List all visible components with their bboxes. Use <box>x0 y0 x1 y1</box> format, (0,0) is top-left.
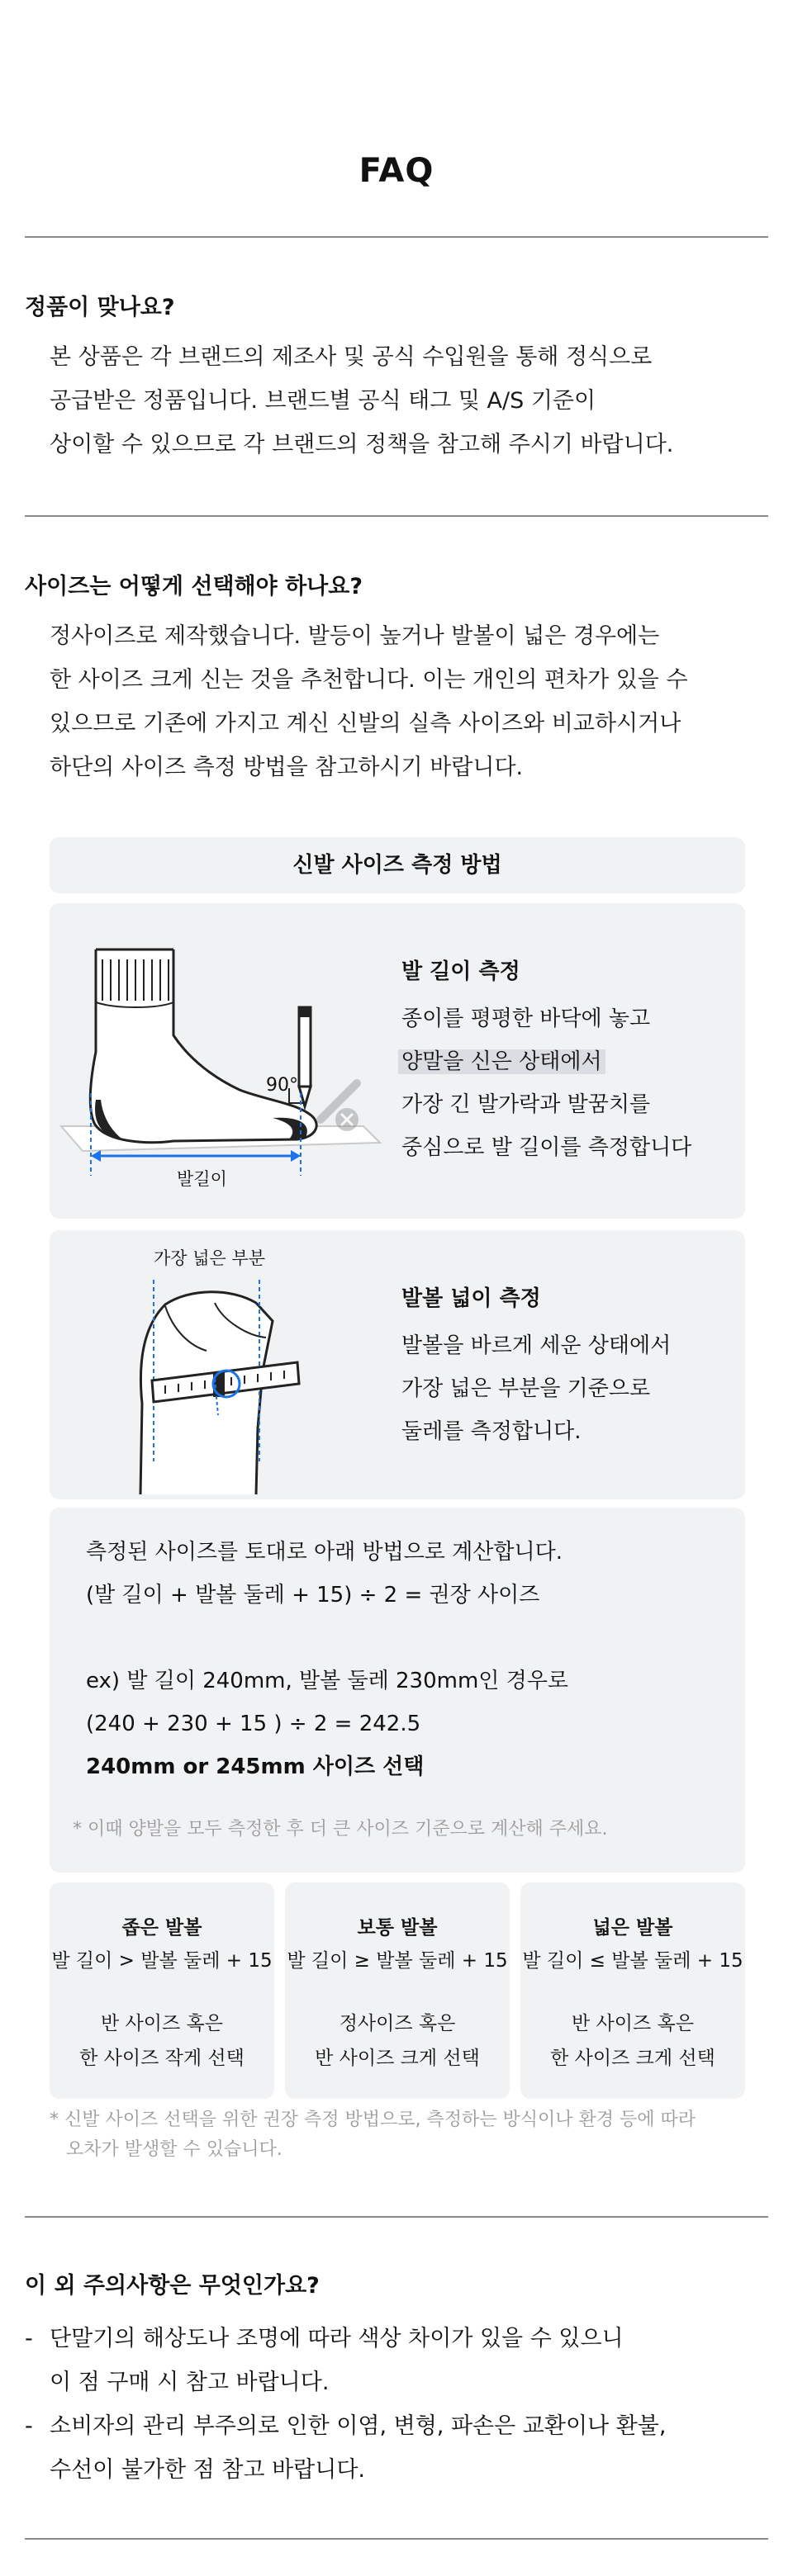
divider <box>25 2538 768 2540</box>
answer-line: 공급받은 정품입니다. 브랜드별 공식 태그 및 A/S 기준이 <box>50 388 596 414</box>
desc-line: 반 사이즈 혹은 <box>572 2013 694 2034</box>
desc-line: 가장 긴 발가락과 발꿈치를 <box>401 1092 651 1117</box>
size-guide-header: 신발 사이즈 측정 방법 <box>50 837 745 893</box>
wrong-pencil-icon <box>321 1083 359 1131</box>
foot-type-desc <box>520 2006 745 2076</box>
foot-type-formula: 발 길이 ≤ 발볼 둘레 + 15 <box>522 1950 743 1972</box>
list-line: 이 점 구매 시 참고 바랍니다. <box>50 2370 330 2395</box>
calc-result: 240mm or 245mm 사이즈 선택 <box>86 1754 425 1779</box>
desc-line: 반 사이즈 크게 선택 <box>315 2048 480 2069</box>
foot-width-desc <box>401 1324 671 1453</box>
list-item-text <box>50 2404 666 2492</box>
widest-part-label: 가장 넓은 부분 <box>154 1248 266 1268</box>
calc-line: 측정된 사이즈를 토대로 아래 방법으로 계산합니다. <box>86 1540 563 1565</box>
desc-line: 한 사이즈 작게 선택 <box>79 2048 245 2069</box>
foot-width-illustration <box>50 1230 396 1499</box>
answer-line: 본 상품은 각 브랜드의 제조사 및 공식 수입원을 통해 정식으로 <box>50 344 653 370</box>
desc-line: 반 사이즈 혹은 <box>101 2013 223 2034</box>
foot-length-panel <box>50 903 745 1219</box>
highlighted-desc-line: 양말을 신은 상태에서 <box>398 1049 605 1074</box>
desc-line: 종이를 평평한 바닥에 놓고 <box>401 1006 651 1031</box>
foot-width-panel <box>50 1230 745 1499</box>
foot-type-formula: 발 길이 ≥ 발볼 둘레 + 15 <box>287 1950 508 1972</box>
foot-length-title: 발 길이 측정 <box>401 959 520 984</box>
page-title: FAQ <box>359 152 434 190</box>
foot-type-desc <box>285 2006 510 2076</box>
sock-outline <box>90 949 316 1143</box>
foot-length-desc <box>401 997 691 1169</box>
foot-width-title: 발볼 넓이 측정 <box>401 1286 541 1311</box>
answer-line: 있으므로 기존에 가지고 계신 신발의 실측 사이즈와 비교하시거나 <box>50 711 681 736</box>
faq-question-precautions: 이 외 주의사항은 무엇인가요? <box>25 2273 320 2299</box>
guide-footnote <box>50 2105 696 2165</box>
answer-line: 상이할 수 있으므로 각 브랜드의 정책을 참고해 주시기 바랍니다. <box>50 432 674 457</box>
desc-line: 한 사이즈 크게 선택 <box>550 2048 715 2069</box>
list-item <box>25 2404 768 2492</box>
divider <box>25 2216 768 2218</box>
list-line: 수선이 불가한 점 참고 바랍니다. <box>50 2457 365 2483</box>
pencil-icon <box>299 1007 311 1106</box>
calc-example: ex) 발 길이 240mm, 발볼 둘레 230mm인 경우로 <box>86 1669 569 1693</box>
calc-formula: (발 길이 + 발볼 둘레 + 15) ÷ 2 = 권장 사이즈 <box>86 1583 540 1608</box>
answer-line: 하단의 사이즈 측정 방법을 참고하시기 바랍니다. <box>50 755 524 780</box>
faq-question-authentic: 정품이 맞나요? <box>25 295 175 320</box>
list-line: 소비자의 관리 부주의로 인한 이염, 변형, 파손은 교환이나 환불, <box>50 2413 667 2439</box>
length-label: 발길이 <box>177 1169 227 1189</box>
faq-question-size: 사이즈는 어떻게 선택해야 하나요? <box>25 574 363 599</box>
foot-type-title: 좁은 발볼 <box>121 1917 202 1939</box>
foot-type-title: 넓은 발볼 <box>592 1917 673 1939</box>
divider <box>25 236 768 238</box>
list-bullet: - <box>25 2326 33 2351</box>
angle-label: 90° <box>266 1075 298 1096</box>
faq-answer-authentic <box>50 335 760 466</box>
divider <box>25 515 768 517</box>
foot-type-desc <box>50 2006 274 2076</box>
list-line: 단말기의 해상도나 조명에 따라 색상 차이가 있을 수 있으니 <box>50 2326 624 2351</box>
desc-line: 발볼을 바르게 세운 상태에서 <box>401 1333 672 1358</box>
answer-line: 한 사이즈 크게 신는 것을 추천합니다. 이는 개인의 편차가 있을 수 <box>50 667 688 693</box>
calc-example-formula: (240 + 230 + 15 ) ÷ 2 = 242.5 <box>86 1712 421 1736</box>
foot-type-formula: 발 길이 > 발볼 둘레 + 15 <box>51 1950 273 1972</box>
foot-type-narrow <box>50 1882 274 2099</box>
foot-type-title: 보통 발볼 <box>357 1917 438 1939</box>
footnote-line: 오차가 발생할 수 있습니다. <box>66 2139 283 2160</box>
footnote-line: * 신발 사이즈 선택을 위한 권장 측정 방법으로, 측정하는 방식이나 환경 등에 따라 <box>50 2110 696 2130</box>
calc-note: * 이때 양발을 모두 측정한 후 더 큰 사이즈 기준으로 계산해 주세요. <box>73 1819 608 1840</box>
calculation-text <box>86 1531 568 1788</box>
desc-line: 정사이즈 혹은 <box>339 2013 456 2034</box>
answer-line: 정사이즈로 제작했습니다. 발등이 높거나 발볼이 넓은 경우에는 <box>50 623 660 649</box>
faq-answer-size <box>50 614 760 789</box>
foot-type-wide <box>520 1882 745 2099</box>
foot-type-normal <box>285 1882 510 2099</box>
list-item <box>25 2317 768 2404</box>
desc-line: 중심으로 발 길이를 측정합니다 <box>401 1135 692 1160</box>
list-item-text <box>50 2317 624 2404</box>
desc-line: 둘레를 측정합니다. <box>401 1419 582 1444</box>
list-bullet: - <box>25 2413 33 2439</box>
desc-line: 가장 넓은 부분을 기준으로 <box>401 1376 651 1401</box>
